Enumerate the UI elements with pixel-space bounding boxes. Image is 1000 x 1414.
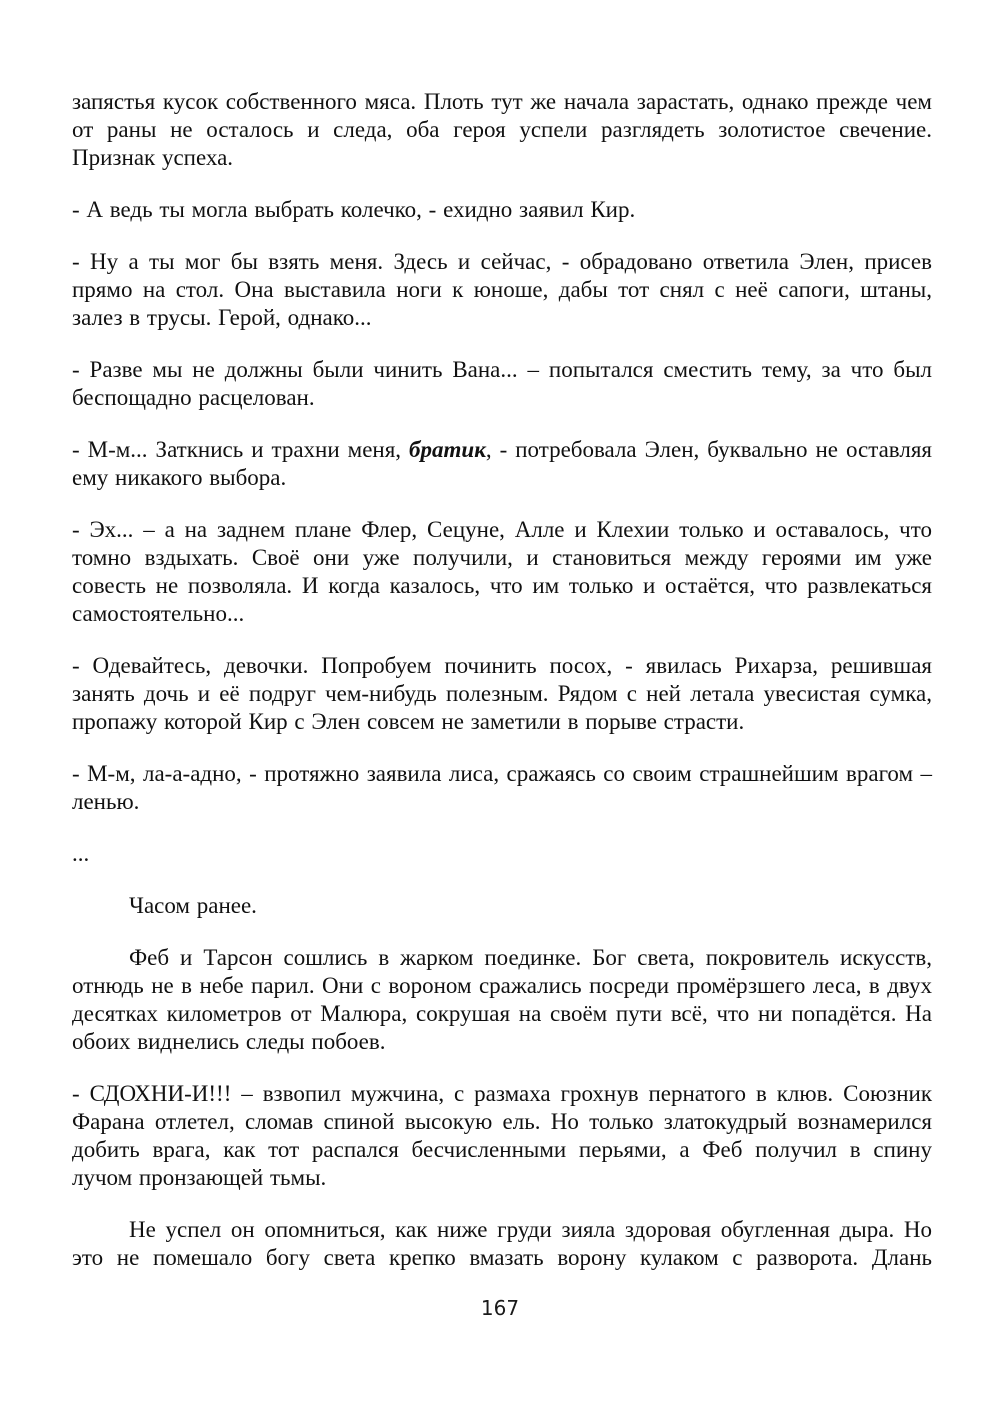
paragraph-dialogue: - Одевайтесь, девочки. Попробуем починить посох, - явилась Рихарза, решившая занять дочь и её подруг чем-нибудь полезным. Рядом с ней летала увесистая сумка, пропажу которой Кир с Элен совсем не заметили в порыве страсти. — [72, 653, 932, 734]
paragraph-ellipsis: ... — [72, 841, 90, 866]
paragraph-dialogue: - Разве мы не должны были чинить Вана... – попытался сместить тему, за что был беспощадно расцелован. — [72, 357, 932, 410]
paragraph-dialogue: - А ведь ты могла выбрать колечко, - ехидно заявил Кир. — [72, 197, 636, 222]
paragraph-text-after: , - потребовала Элен, буквально не оставляя ему никакого выбора. — [72, 437, 932, 490]
emphasized-word: братик — [409, 437, 486, 462]
paragraph-text-before: - М-м... Заткнись и трахни меня, — [72, 437, 410, 462]
paragraph-dialogue: - СДОХНИ-И!!! – взвопил мужчина, с размаха грохнув пернатого в клюв. Союзник Фарана отлетел, сломав спиной высокую ель. Но только златокудрый вознамерился добить врага, как тот распался бесчисленными перьями, а Феб получил в спину лучом пронзающей тьмы. — [72, 1081, 932, 1190]
paragraph-dialogue — [72, 436, 932, 492]
paragraph-dialogue: - Эх... – а на заднем плане Флер, Сецуне, Алле и Клехии только и оставалось, что томно вздыхать. Своё они уже получили, и становиться между героями им уже совесть не позволяла. И когда казалось, что им только и остаётся, что развлекаться самостоятельно... — [72, 517, 932, 626]
page-number: 167 — [480, 1296, 520, 1320]
paragraph: Феб и Тарсон сошлись в жарком поединке. Бог света, покровитель искусств, отнюдь не в небе парил. Они с вороном сражались посреди промёрзшего леса, в двух десятках километров от Малюра, сокрушая на своём пути всё, что ни попадётся. На обоих виднелись следы побоев. — [72, 945, 932, 1054]
paragraph: запястья кусок собственного мяса. Плоть тут же начала зарастать, однако прежде чем от раны не осталось и следа, оба героя успели разглядеть золотистое свечение. Признак успеха. — [72, 89, 932, 170]
paragraph-dialogue: - Ну а ты мог бы взять меня. Здесь и сейчас, - обрадовано ответила Элен, присев прямо на стол. Она выставила ноги к юноше, дабы тот снял с неё сапоги, штаны, залез в трусы. Герой, однако... — [72, 249, 932, 330]
text-block — [72, 88, 932, 1296]
paragraph: Часом ранее. — [129, 893, 257, 918]
paragraph-dialogue: - М-м, ла-а-адно, - протяжно заявила лиса, сражаясь со своим страшнейшим врагом – ленью. — [72, 761, 932, 814]
paragraph: Не успел он опомниться, как ниже груди зияла здоровая обугленная дыра. Но это не помешало богу света крепко вмазать ворону кулаком с разворота. Длань — [72, 1217, 932, 1270]
